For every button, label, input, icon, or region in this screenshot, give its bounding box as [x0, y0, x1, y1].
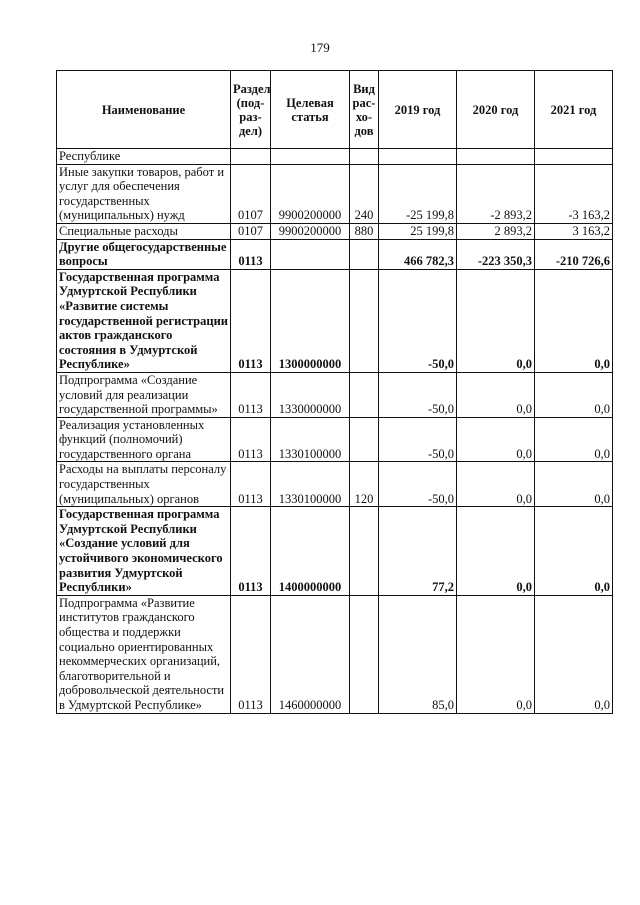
cell-y2020 — [457, 149, 535, 165]
cell-y2021: 0,0 — [535, 269, 613, 372]
cell-section: 0107 — [231, 223, 271, 239]
cell-name: Реализация установленных функций (полномочий) государственного органа — [57, 417, 231, 462]
cell-y2020: 0,0 — [457, 462, 535, 507]
cell-name: Государственная программа Удмуртской Республики «Развитие системы государственной регистрации актов гражданского состояния в Удмуртской Республике» — [57, 269, 231, 372]
cell-y2021: 3 163,2 — [535, 223, 613, 239]
cell-y2021 — [535, 149, 613, 165]
cell-section — [231, 149, 271, 165]
cell-type — [350, 417, 379, 462]
cell-section: 0113 — [231, 595, 271, 713]
table-row — [57, 372, 613, 417]
table-row — [57, 507, 613, 596]
cell-y2019: -25 199,8 — [379, 164, 457, 223]
header-section: Раздел (под-раз-дел) — [231, 71, 271, 149]
cell-section: 0113 — [231, 269, 271, 372]
cell-name: Расходы на выплаты персоналу государственных (муниципальных) органов — [57, 462, 231, 507]
cell-y2020: 0,0 — [457, 507, 535, 596]
cell-section: 0113 — [231, 372, 271, 417]
cell-type — [350, 507, 379, 596]
cell-y2020: 0,0 — [457, 372, 535, 417]
cell-name: Другие общегосударственные вопросы — [57, 239, 231, 269]
cell-y2019: -50,0 — [379, 462, 457, 507]
cell-article: 1300000000 — [271, 269, 350, 372]
budget-table — [56, 70, 613, 714]
cell-y2019: 466 782,3 — [379, 239, 457, 269]
table-row — [57, 269, 613, 372]
header-type: Вид рас-хо-дов — [350, 71, 379, 149]
cell-name: Подпрограмма «Создание условий для реализации государственной программы» — [57, 372, 231, 417]
cell-section: 0107 — [231, 164, 271, 223]
cell-type: 120 — [350, 462, 379, 507]
header-article: Целевая статья — [271, 71, 350, 149]
cell-y2020: -2 893,2 — [457, 164, 535, 223]
cell-type — [350, 149, 379, 165]
header-2021: 2021 год — [535, 71, 613, 149]
cell-y2020: 2 893,2 — [457, 223, 535, 239]
cell-y2021: 0,0 — [535, 507, 613, 596]
cell-section: 0113 — [231, 462, 271, 507]
cell-section: 0113 — [231, 239, 271, 269]
cell-y2019: -50,0 — [379, 372, 457, 417]
cell-y2020: -223 350,3 — [457, 239, 535, 269]
cell-type — [350, 239, 379, 269]
cell-y2021: 0,0 — [535, 595, 613, 713]
header-2020: 2020 год — [457, 71, 535, 149]
cell-name: Подпрограмма «Развитие институтов гражданского общества и поддержки социально ориентированных некоммерческих организаций, благотворительной и добровольческой деятельности в Удмуртской Республике» — [57, 595, 231, 713]
header-2019: 2019 год — [379, 71, 457, 149]
table-body — [57, 149, 613, 714]
table-header-row — [57, 71, 613, 149]
table-row — [57, 149, 613, 165]
cell-article: 1330100000 — [271, 462, 350, 507]
cell-y2019: 85,0 — [379, 595, 457, 713]
cell-article: 1330100000 — [271, 417, 350, 462]
header-name: Наименование — [57, 71, 231, 149]
cell-section: 0113 — [231, 417, 271, 462]
cell-y2019: 25 199,8 — [379, 223, 457, 239]
cell-y2020: 0,0 — [457, 269, 535, 372]
cell-type: 240 — [350, 164, 379, 223]
cell-name: Государственная программа Удмуртской Республики «Создание условий для устойчивого экономического развития Удмуртской Республики» — [57, 507, 231, 596]
table-row — [57, 239, 613, 269]
cell-y2019: 77,2 — [379, 507, 457, 596]
table-row — [57, 595, 613, 713]
cell-type — [350, 269, 379, 372]
cell-article: 9900200000 — [271, 223, 350, 239]
table-row — [57, 223, 613, 239]
cell-article — [271, 239, 350, 269]
cell-y2021: 0,0 — [535, 462, 613, 507]
table-row — [57, 417, 613, 462]
cell-y2021: -210 726,6 — [535, 239, 613, 269]
cell-y2019: -50,0 — [379, 269, 457, 372]
cell-y2021: -3 163,2 — [535, 164, 613, 223]
cell-name: Специальные расходы — [57, 223, 231, 239]
cell-section: 0113 — [231, 507, 271, 596]
cell-y2019 — [379, 149, 457, 165]
cell-y2021: 0,0 — [535, 372, 613, 417]
cell-y2019: -50,0 — [379, 417, 457, 462]
cell-y2020: 0,0 — [457, 417, 535, 462]
cell-article: 1330000000 — [271, 372, 350, 417]
cell-y2020: 0,0 — [457, 595, 535, 713]
cell-name: Иные закупки товаров, работ и услуг для обеспечения государственных (муниципальных) нужд — [57, 164, 231, 223]
page-number: 179 — [310, 40, 330, 55]
cell-type: 880 — [350, 223, 379, 239]
cell-article — [271, 149, 350, 165]
cell-article: 1460000000 — [271, 595, 350, 713]
cell-type — [350, 372, 379, 417]
cell-name: Республике — [57, 149, 231, 165]
cell-type — [350, 595, 379, 713]
table-row — [57, 164, 613, 223]
cell-y2021: 0,0 — [535, 417, 613, 462]
table-row — [57, 462, 613, 507]
cell-article: 9900200000 — [271, 164, 350, 223]
cell-article: 1400000000 — [271, 507, 350, 596]
